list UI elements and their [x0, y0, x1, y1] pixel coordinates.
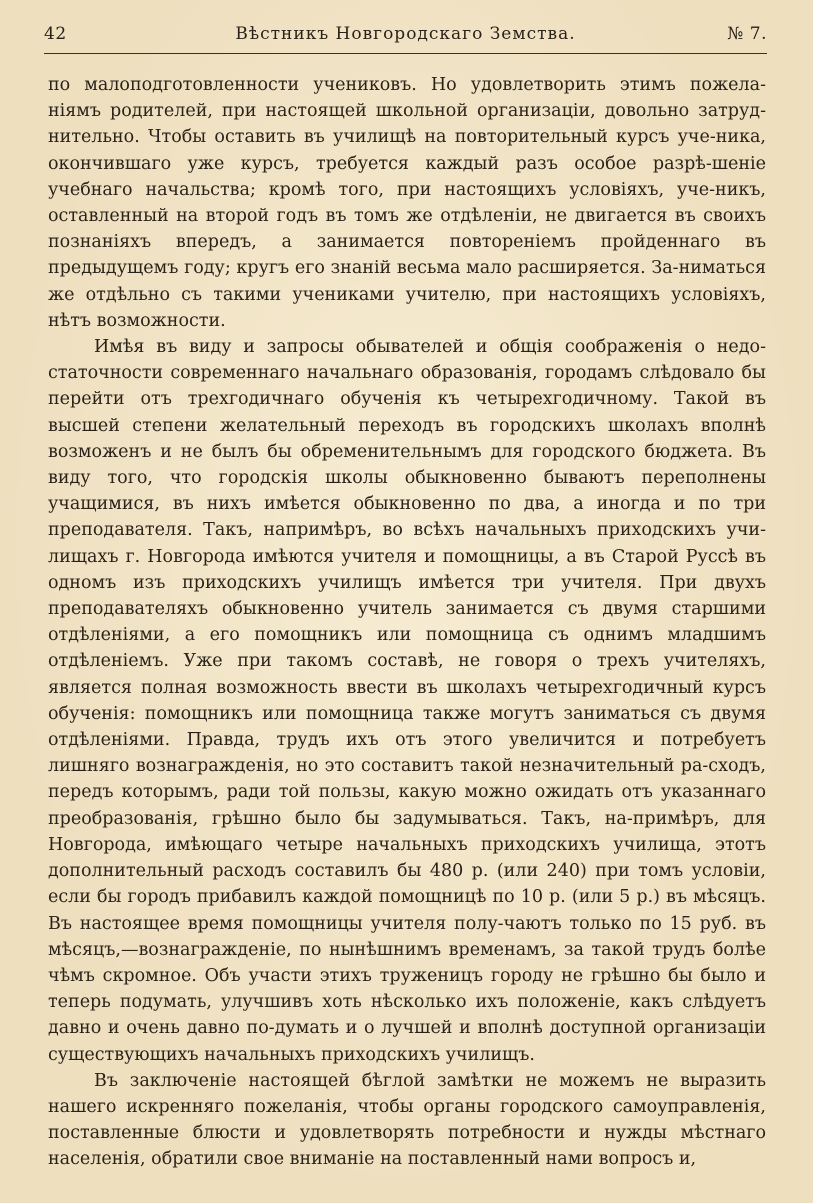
journal-title: Вѣстникъ Новгородскаго Земства. [235, 24, 576, 44]
paragraph: Въ заключеніе настоящей бѣглой замѣтки не можемъ не выразить нашего искренняго пожеланія, чтобы органы городского самоуправленія, поставленные блюсти и удовлетворять потребности и нужды мѣстнаго населенія, обратили свое вниманіе на поставленный нами вопросъ и, [48, 1070, 766, 1170]
issue-number: № 7. [727, 24, 767, 44]
running-header [44, 24, 767, 50]
page-number: 42 [44, 24, 67, 44]
article-body [48, 72, 766, 1173]
paragraph: Имѣя въ виду и запросы обывателей и общія соображенія о недо-статочности современнаго начальнаго образованія, городамъ слѣдовало бы перейти отъ трехгодичнаго обученія къ четырехгодичному. Такой въ высшей степени желательный переходъ въ городскихъ школахъ вполнѣ возможенъ и не былъ бы обременительнымъ для городского бюджета. Въ виду того, что городскія школы обыкновенно бываютъ переполнены учащимися, въ нихъ имѣется обыкновенно по два, а иногда и по три преподавателя. Такъ, напримѣръ, во всѣхъ начальныхъ приходскихъ учи-лищахъ г. Новгорода имѣются учителя и помощницы, а въ Старой Руссѣ въ одномъ изъ приходскихъ училищъ имѣется три учителя. При двухъ преподавателяхъ обыкновенно учитель занимается съ двумя старшими отдѣленіями, а его помощникъ или помощница съ однимъ младшимъ отдѣленіемъ. Уже при такомъ составѣ, не говоря о трехъ учителяхъ, является полная возможность ввести въ школахъ четырехгодичный курсъ обученія: помощникъ или помощница также могутъ заниматься съ двумя отдѣленіями. Правда, трудъ ихъ отъ этого увеличится и потребуетъ лишняго вознагражденія, но это составитъ такой незначительный ра-сходъ, передъ которымъ, ради той пользы, какую можно ожидать отъ указаннаго преобразованія, грѣшно было бы задумываться. Такъ, на-примѣръ, для Новгорода, имѣющаго четыре начальныхъ приходскихъ училища, этотъ дополнительный расходъ составилъ бы 480 р. (или 240) при томъ условіи, если бы городъ прибавилъ каждой помощницѣ по 10 р. (или 5 р.) въ мѣсяцъ. Въ настоящее время помощницы учителя полу-чаютъ только по 15 руб. въ мѣсяцъ,—вознагражденіе, по нынѣшнимъ временамъ, за такой трудъ болѣе чѣмъ скромное. Объ участи этихъ труженицъ городу не грѣшно бы было и теперь подумать, улучшивъ хоть нѣсколько ихъ положеніе, какъ слѣдуетъ давно и очень давно по-думать и о лучшей и вполнѣ доступной организаціи существующихъ начальныхъ приходскихъ училищъ. [48, 337, 766, 1065]
header-rule [44, 53, 767, 54]
paragraph: по малоподготовленности учениковъ. Но удовлетворить этимъ пожела-ніямъ родителей, при настоящей школьной организаціи, довольно затруд-нительно. Чтобы оставить въ училищѣ на повторительный курсъ уче-ника, окончившаго уже курсъ, требуется каждый разъ особое разрѣ-шеніе учебнаго начальства; кромѣ того, при настоящихъ условіяхъ, уче-никъ, оставленный на второй годъ въ томъ же отдѣленіи, не двигается въ своихъ познаніяхъ впередъ, а занимается повтореніемъ пройденнаго въ предыдущемъ году; кругъ его знаній весьма мало расширяется. За-ниматься же отдѣльно съ такими учениками учителю, при настоящихъ условіяхъ, нѣтъ возможности. [48, 75, 766, 331]
